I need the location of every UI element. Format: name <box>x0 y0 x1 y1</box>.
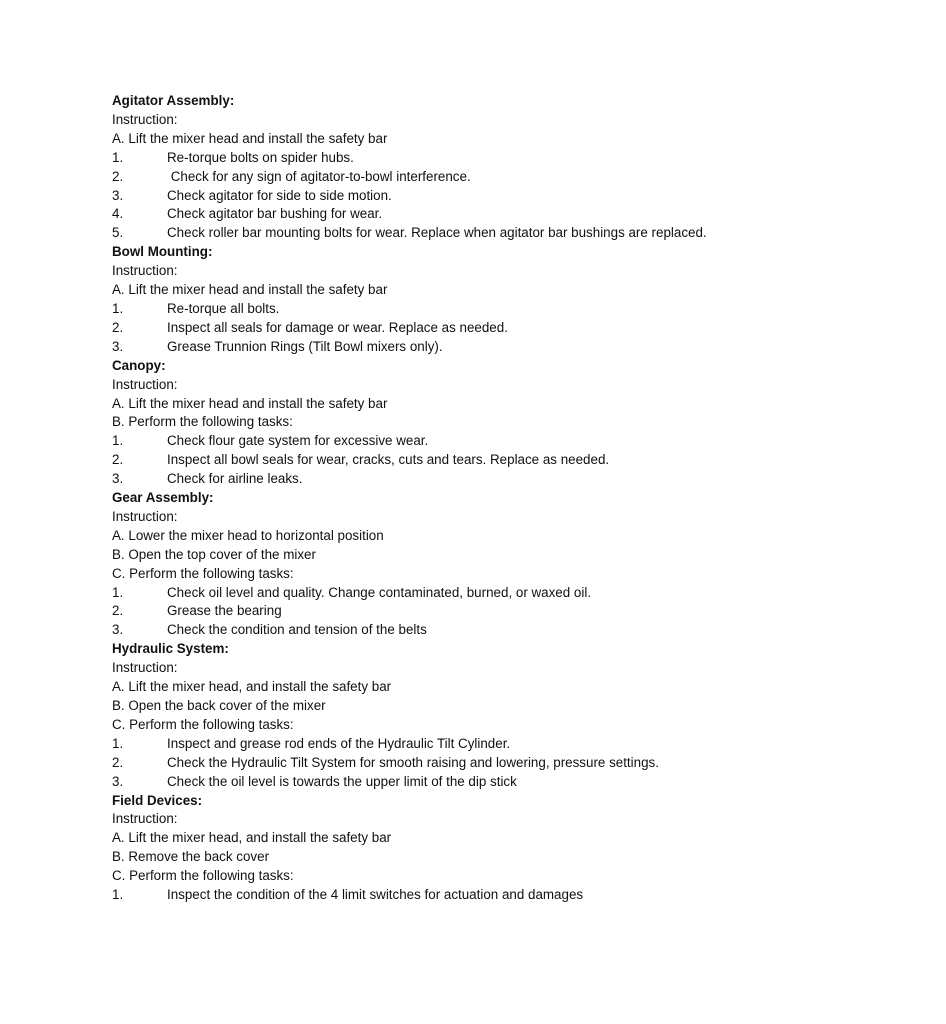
lettered-step: A. Lift the mixer head and install the safety bar <box>112 282 388 298</box>
task-number: 1. <box>112 584 124 600</box>
task-text: Check flour gate system for excessive wear. <box>167 433 429 449</box>
numbered-task <box>112 187 836 206</box>
section-gear-assembly <box>112 489 836 640</box>
numbered-task <box>112 168 836 187</box>
task-text: Grease the bearing <box>167 603 282 619</box>
section-heading: Agitator Assembly: <box>112 93 235 108</box>
task-number: 3. <box>112 187 124 203</box>
task-text: Check the Hydraulic Tilt System for smooth raising and lowering, pressure settings. <box>167 754 659 770</box>
lettered-step: A. Lift the mixer head and install the safety bar <box>112 130 388 146</box>
numbered-task <box>112 432 836 451</box>
numbered-task <box>112 886 836 905</box>
task-number: 3. <box>112 773 124 789</box>
task-number: 1. <box>112 433 124 449</box>
task-text: Check the oil level is towards the upper limit of the dip stick <box>167 773 517 789</box>
instruction-label: Instruction: <box>112 111 178 127</box>
lettered-step: A. Lower the mixer head to horizontal position <box>112 527 384 543</box>
task-number: 2. <box>112 319 124 335</box>
section-field-devices <box>112 792 836 905</box>
numbered-task <box>112 319 836 338</box>
numbered-task <box>112 338 836 357</box>
task-number: 2. <box>112 754 124 770</box>
section-heading: Gear Assembly: <box>112 490 214 506</box>
section-heading: Hydraulic System: <box>112 641 229 657</box>
task-number: 4. <box>112 206 124 222</box>
numbered-task <box>112 754 836 773</box>
section-canopy <box>112 357 836 489</box>
numbered-task <box>112 149 836 168</box>
instruction-label: Instruction: <box>112 660 178 676</box>
task-text: Re-torque bolts on spider hubs. <box>167 149 354 165</box>
task-number: 2. <box>112 603 124 619</box>
numbered-task <box>112 584 836 603</box>
instruction-label: Instruction: <box>112 811 178 827</box>
lettered-step: A. Lift the mixer head, and install the safety bar <box>112 679 392 695</box>
numbered-task <box>112 735 836 754</box>
section-heading: Canopy: <box>112 357 166 373</box>
task-text: Check for airline leaks. <box>167 471 303 487</box>
task-text: Check roller bar mounting bolts for wear. Replace when agitator bar bushings are replaced. <box>167 225 707 241</box>
numbered-task <box>112 300 836 319</box>
lettered-step: B. Perform the following tasks: <box>112 414 293 430</box>
task-text: Inspect and grease rod ends of the Hydraulic Tilt Cylinder. <box>167 735 511 751</box>
task-number: 2. <box>112 168 124 184</box>
task-number: 1. <box>112 887 124 903</box>
lettered-step: A. Lift the mixer head, and install the safety bar <box>112 830 392 846</box>
numbered-task <box>112 451 836 470</box>
section-heading: Bowl Mounting: <box>112 244 213 260</box>
task-text: Inspect all seals for damage or wear. Replace as needed. <box>167 319 508 335</box>
task-number: 3. <box>112 622 124 638</box>
task-text: Re-torque all bolts. <box>167 300 280 316</box>
instruction-label: Instruction: <box>112 376 178 392</box>
lettered-step: A. Lift the mixer head and install the safety bar <box>112 395 388 411</box>
task-text: Inspect the condition of the 4 limit switches for actuation and damages <box>167 887 584 903</box>
numbered-task <box>112 205 836 224</box>
task-number: 5. <box>112 225 124 241</box>
task-text: Inspect all bowl seals for wear, cracks, cuts and tears. Replace as needed. <box>167 452 610 468</box>
numbered-task <box>112 602 836 621</box>
numbered-task <box>112 773 836 792</box>
lettered-step: C. Perform the following tasks: <box>112 868 294 884</box>
lettered-step: C. Perform the following tasks: <box>112 565 294 581</box>
task-number: 1. <box>112 300 124 316</box>
task-text: Check the condition and tension of the belts <box>167 622 427 638</box>
task-text: Grease Trunnion Rings (Tilt Bowl mixers only). <box>167 338 443 354</box>
section-agitator-assembly <box>112 92 836 243</box>
numbered-task <box>112 470 836 489</box>
task-text: Check for any sign of agitator-to-bowl interference. <box>167 168 471 184</box>
task-text: Check agitator for side to side motion. <box>167 187 392 203</box>
section-heading: Field Devices: <box>112 792 203 808</box>
lettered-step: B. Open the back cover of the mixer <box>112 698 326 713</box>
numbered-task <box>112 621 836 640</box>
task-text: Check oil level and quality. Change contaminated, burned, or waxed oil. <box>167 584 592 600</box>
task-number: 3. <box>112 338 124 354</box>
task-number: 2. <box>112 452 124 468</box>
section-hydraulic-system <box>112 640 836 791</box>
task-number: 1. <box>112 149 124 165</box>
task-number: 3. <box>112 471 124 487</box>
section-bowl-mounting <box>112 243 836 356</box>
lettered-step: B. Open the top cover of the mixer <box>112 546 316 562</box>
instruction-label: Instruction: <box>112 508 178 524</box>
task-number: 1. <box>112 735 124 751</box>
document-body <box>112 92 836 905</box>
numbered-task <box>112 224 836 243</box>
lettered-step: B. Remove the back cover <box>112 849 270 865</box>
lettered-step: C. Perform the following tasks: <box>112 716 294 732</box>
instruction-label: Instruction: <box>112 263 178 279</box>
task-text: Check agitator bar bushing for wear. <box>167 206 383 222</box>
